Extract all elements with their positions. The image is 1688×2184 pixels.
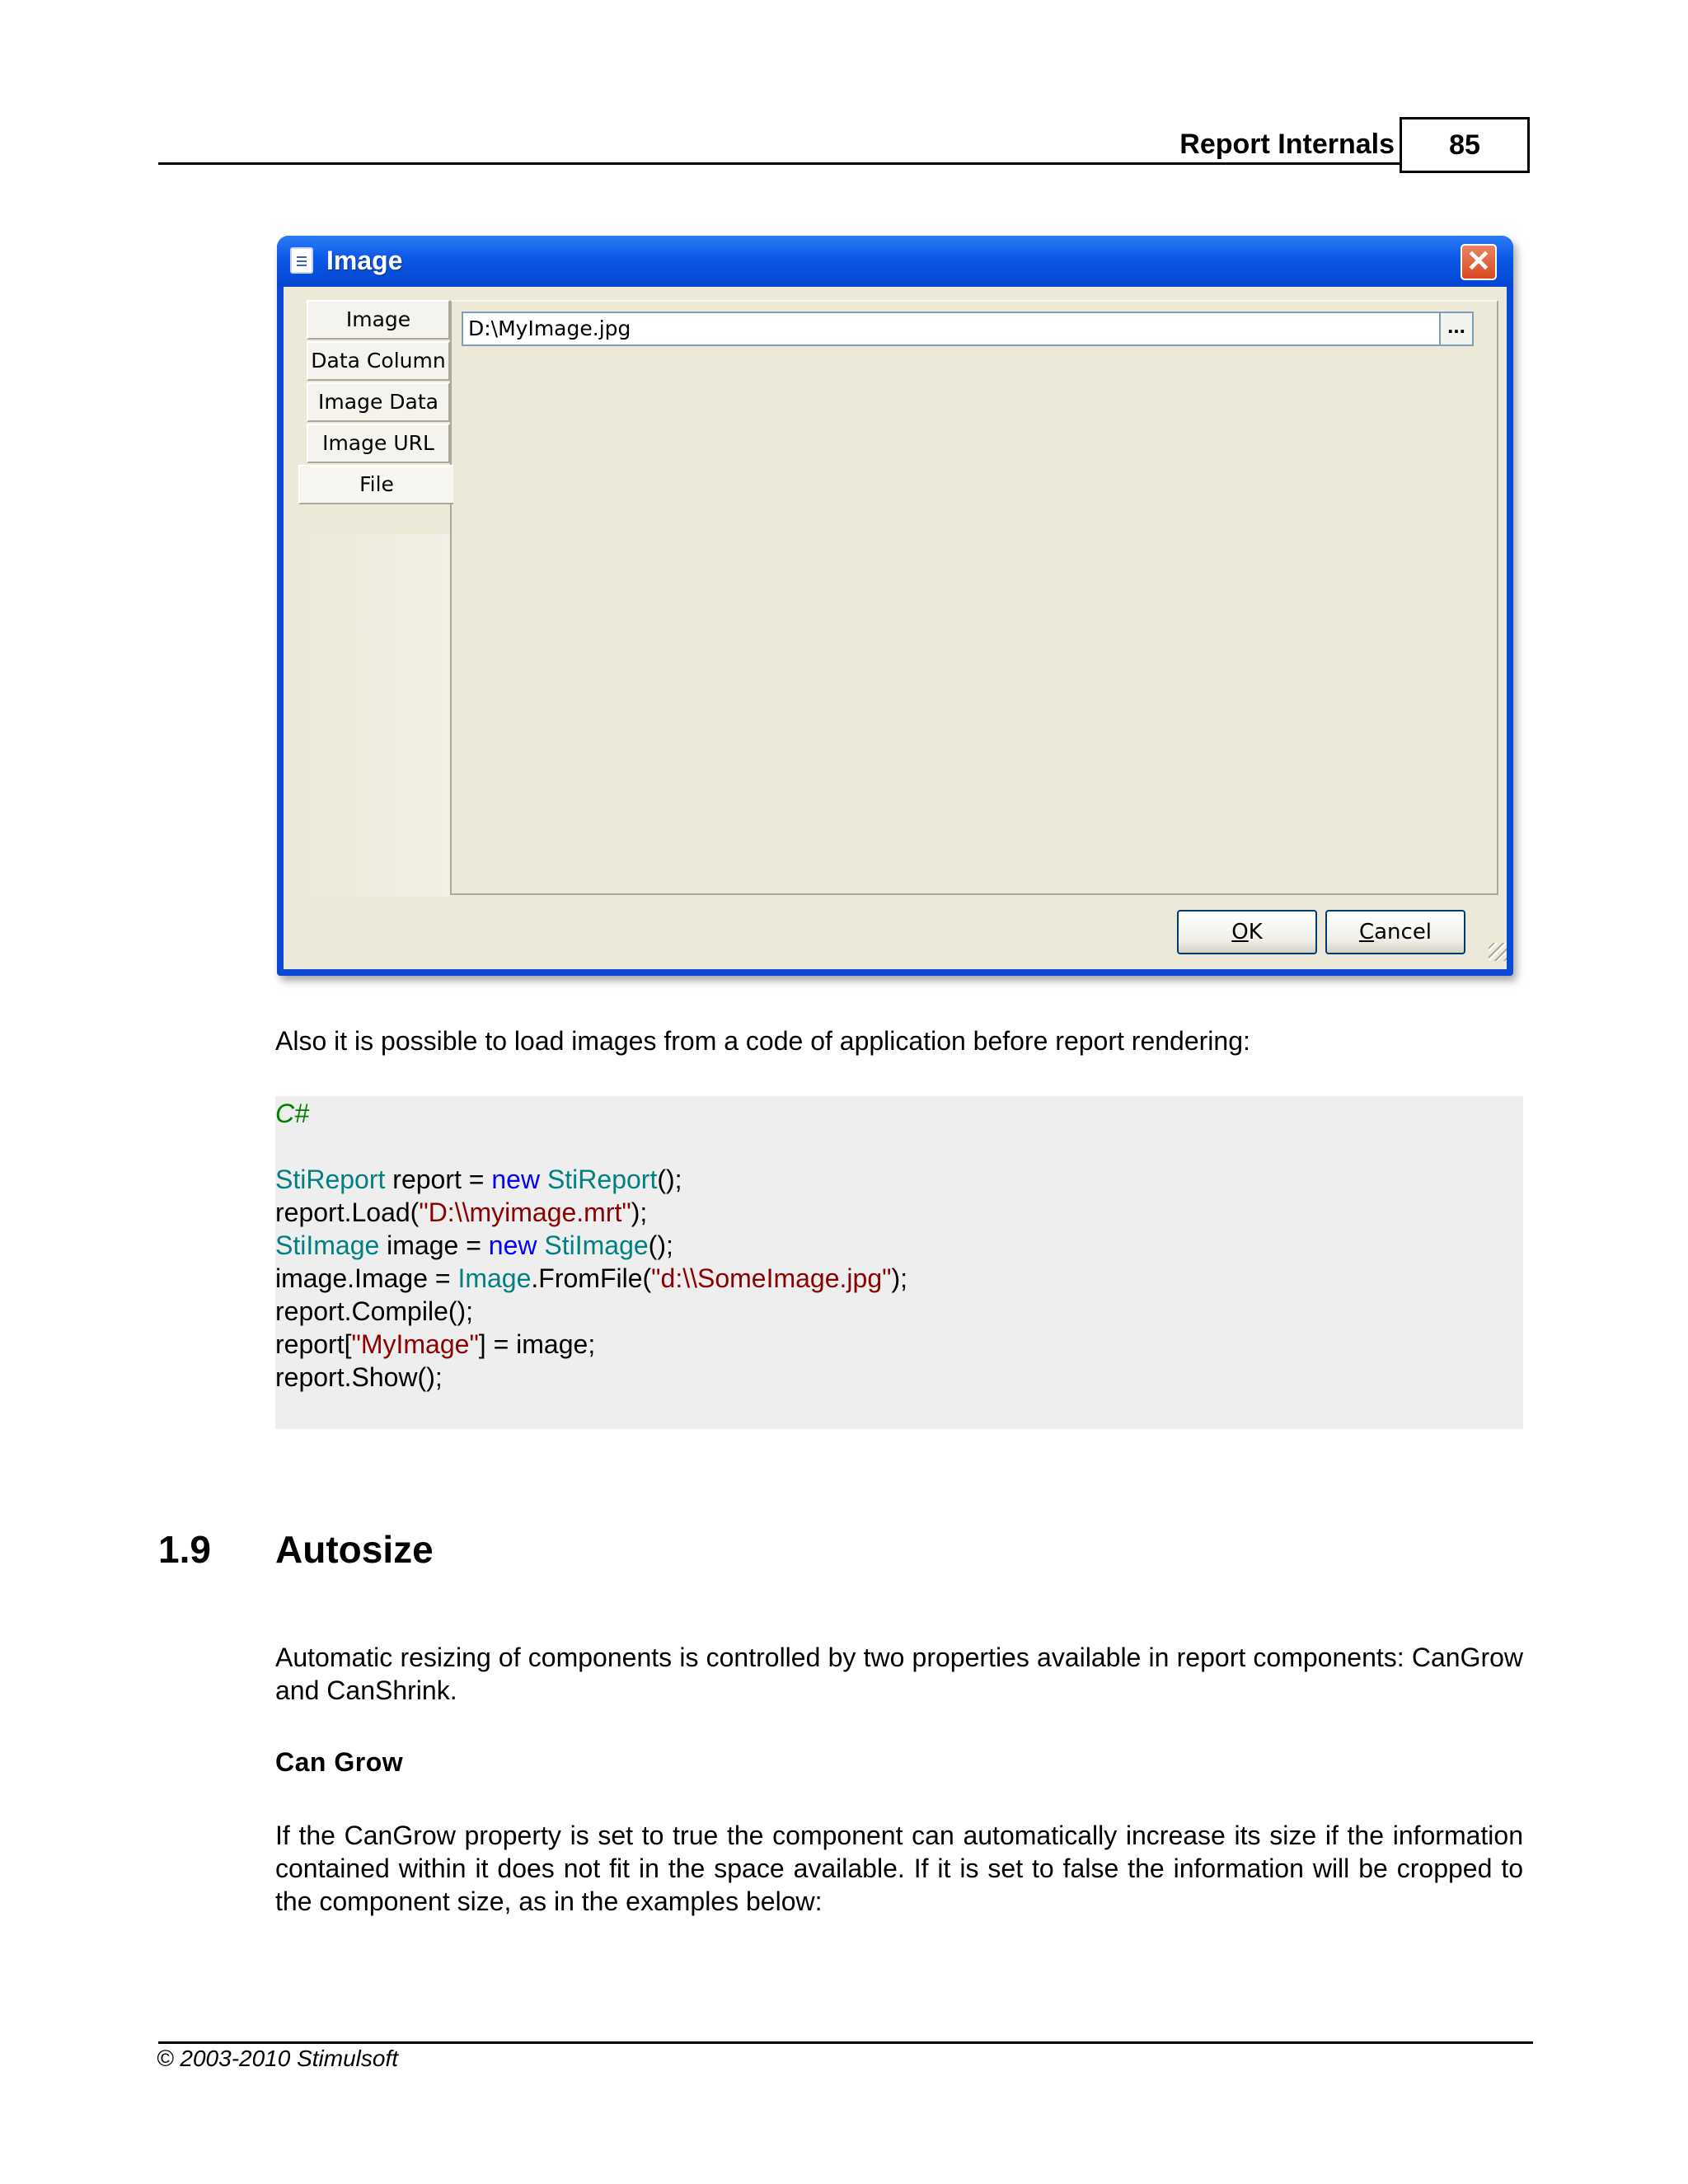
- code-token: new: [491, 1165, 541, 1194]
- image-dialog: [277, 236, 1513, 976]
- code-token: "d:\\SomeImage.jpg": [651, 1263, 892, 1293]
- code-token: image.Image =: [275, 1263, 458, 1293]
- code-token: image =: [379, 1230, 489, 1260]
- page-number: 85: [1400, 117, 1530, 173]
- code-token: );: [631, 1197, 648, 1227]
- code-token: ();: [648, 1230, 673, 1260]
- code-token: ();: [657, 1165, 682, 1194]
- header-rule: [158, 162, 1401, 165]
- browse-button[interactable]: ...: [1441, 312, 1474, 346]
- code-token: StiImage: [275, 1230, 380, 1260]
- ok-button[interactable]: [1177, 910, 1317, 954]
- code-line: [275, 1328, 595, 1361]
- dialog-title: Image: [326, 246, 403, 275]
- can-grow-paragraph: If the CanGrow property is set to true the component can automatically increase its size if the information contained within it does not fit in the space available. If it is set to false the information will be cropped to the component size, as in the examples below:: [275, 1821, 1523, 1916]
- dialog-client-area: [284, 287, 1507, 969]
- code-token: report[: [275, 1329, 352, 1359]
- code-line: [275, 1295, 473, 1328]
- code-token: StiImage: [544, 1230, 649, 1260]
- dialog-titlebar[interactable]: [277, 236, 1513, 287]
- ok-mnemonic: O: [1231, 920, 1249, 944]
- code-token: new: [488, 1230, 537, 1260]
- code-token: report.Load(: [275, 1197, 420, 1227]
- running-header-title: Report Internals: [1179, 129, 1395, 160]
- file-path-input[interactable]: D:\MyImage.jpg: [462, 312, 1441, 346]
- code-token: "MyImage": [351, 1329, 479, 1359]
- code-token: report.Compile();: [275, 1296, 474, 1326]
- can-grow-heading: Can Grow: [275, 1747, 404, 1777]
- section-number: 1.9: [158, 1528, 211, 1571]
- intro-paragraph: Also it is possible to load images from a code of application before report rendering:: [275, 1026, 1250, 1056]
- tab-image-url[interactable]: Image URL: [307, 424, 450, 463]
- code-token: "D:\\myimage.mrt": [419, 1197, 631, 1227]
- cancel-label: ancel: [1374, 920, 1432, 944]
- code-token: report.Show();: [275, 1362, 443, 1392]
- code-token: ] = image;: [478, 1329, 596, 1359]
- code-language-label: C#: [275, 1099, 309, 1128]
- code-token: report =: [385, 1165, 492, 1194]
- code-token: StiReport: [275, 1165, 386, 1194]
- code-token: .FromFile(: [531, 1263, 652, 1293]
- code-line: [275, 1196, 647, 1229]
- section-title: Autosize: [275, 1528, 434, 1571]
- cancel-button[interactable]: [1325, 910, 1465, 954]
- cancel-mnemonic: C: [1358, 920, 1375, 944]
- close-button[interactable]: [1461, 244, 1497, 280]
- code-token: StiReport: [546, 1165, 658, 1194]
- tab-panel: [450, 300, 1498, 895]
- code-token: );: [891, 1263, 908, 1293]
- code-line: [275, 1361, 443, 1394]
- tab-data-column[interactable]: Data Column: [307, 341, 450, 381]
- code-line: [275, 1262, 907, 1295]
- tab-file[interactable]: File: [298, 465, 453, 504]
- autosize-paragraph: Automatic resizing of components is controlled by two properties available in report components: CanGrow and CanShrink.: [275, 1643, 1523, 1705]
- tab-image-data[interactable]: Image Data: [307, 382, 450, 422]
- code-token: Image: [457, 1263, 532, 1293]
- footer-copyright: © 2003-2010 Stimulsoft: [157, 2046, 399, 2071]
- document-icon: [290, 247, 313, 274]
- close-icon: ✕: [1465, 244, 1492, 278]
- tab-image[interactable]: Image: [307, 300, 450, 340]
- ok-label: K: [1248, 920, 1263, 944]
- code-token: [540, 1165, 547, 1194]
- code-line: [275, 1229, 673, 1262]
- tab-strip-background: [298, 534, 450, 897]
- resize-grip-icon[interactable]: [1489, 943, 1507, 961]
- code-line: [275, 1163, 682, 1196]
